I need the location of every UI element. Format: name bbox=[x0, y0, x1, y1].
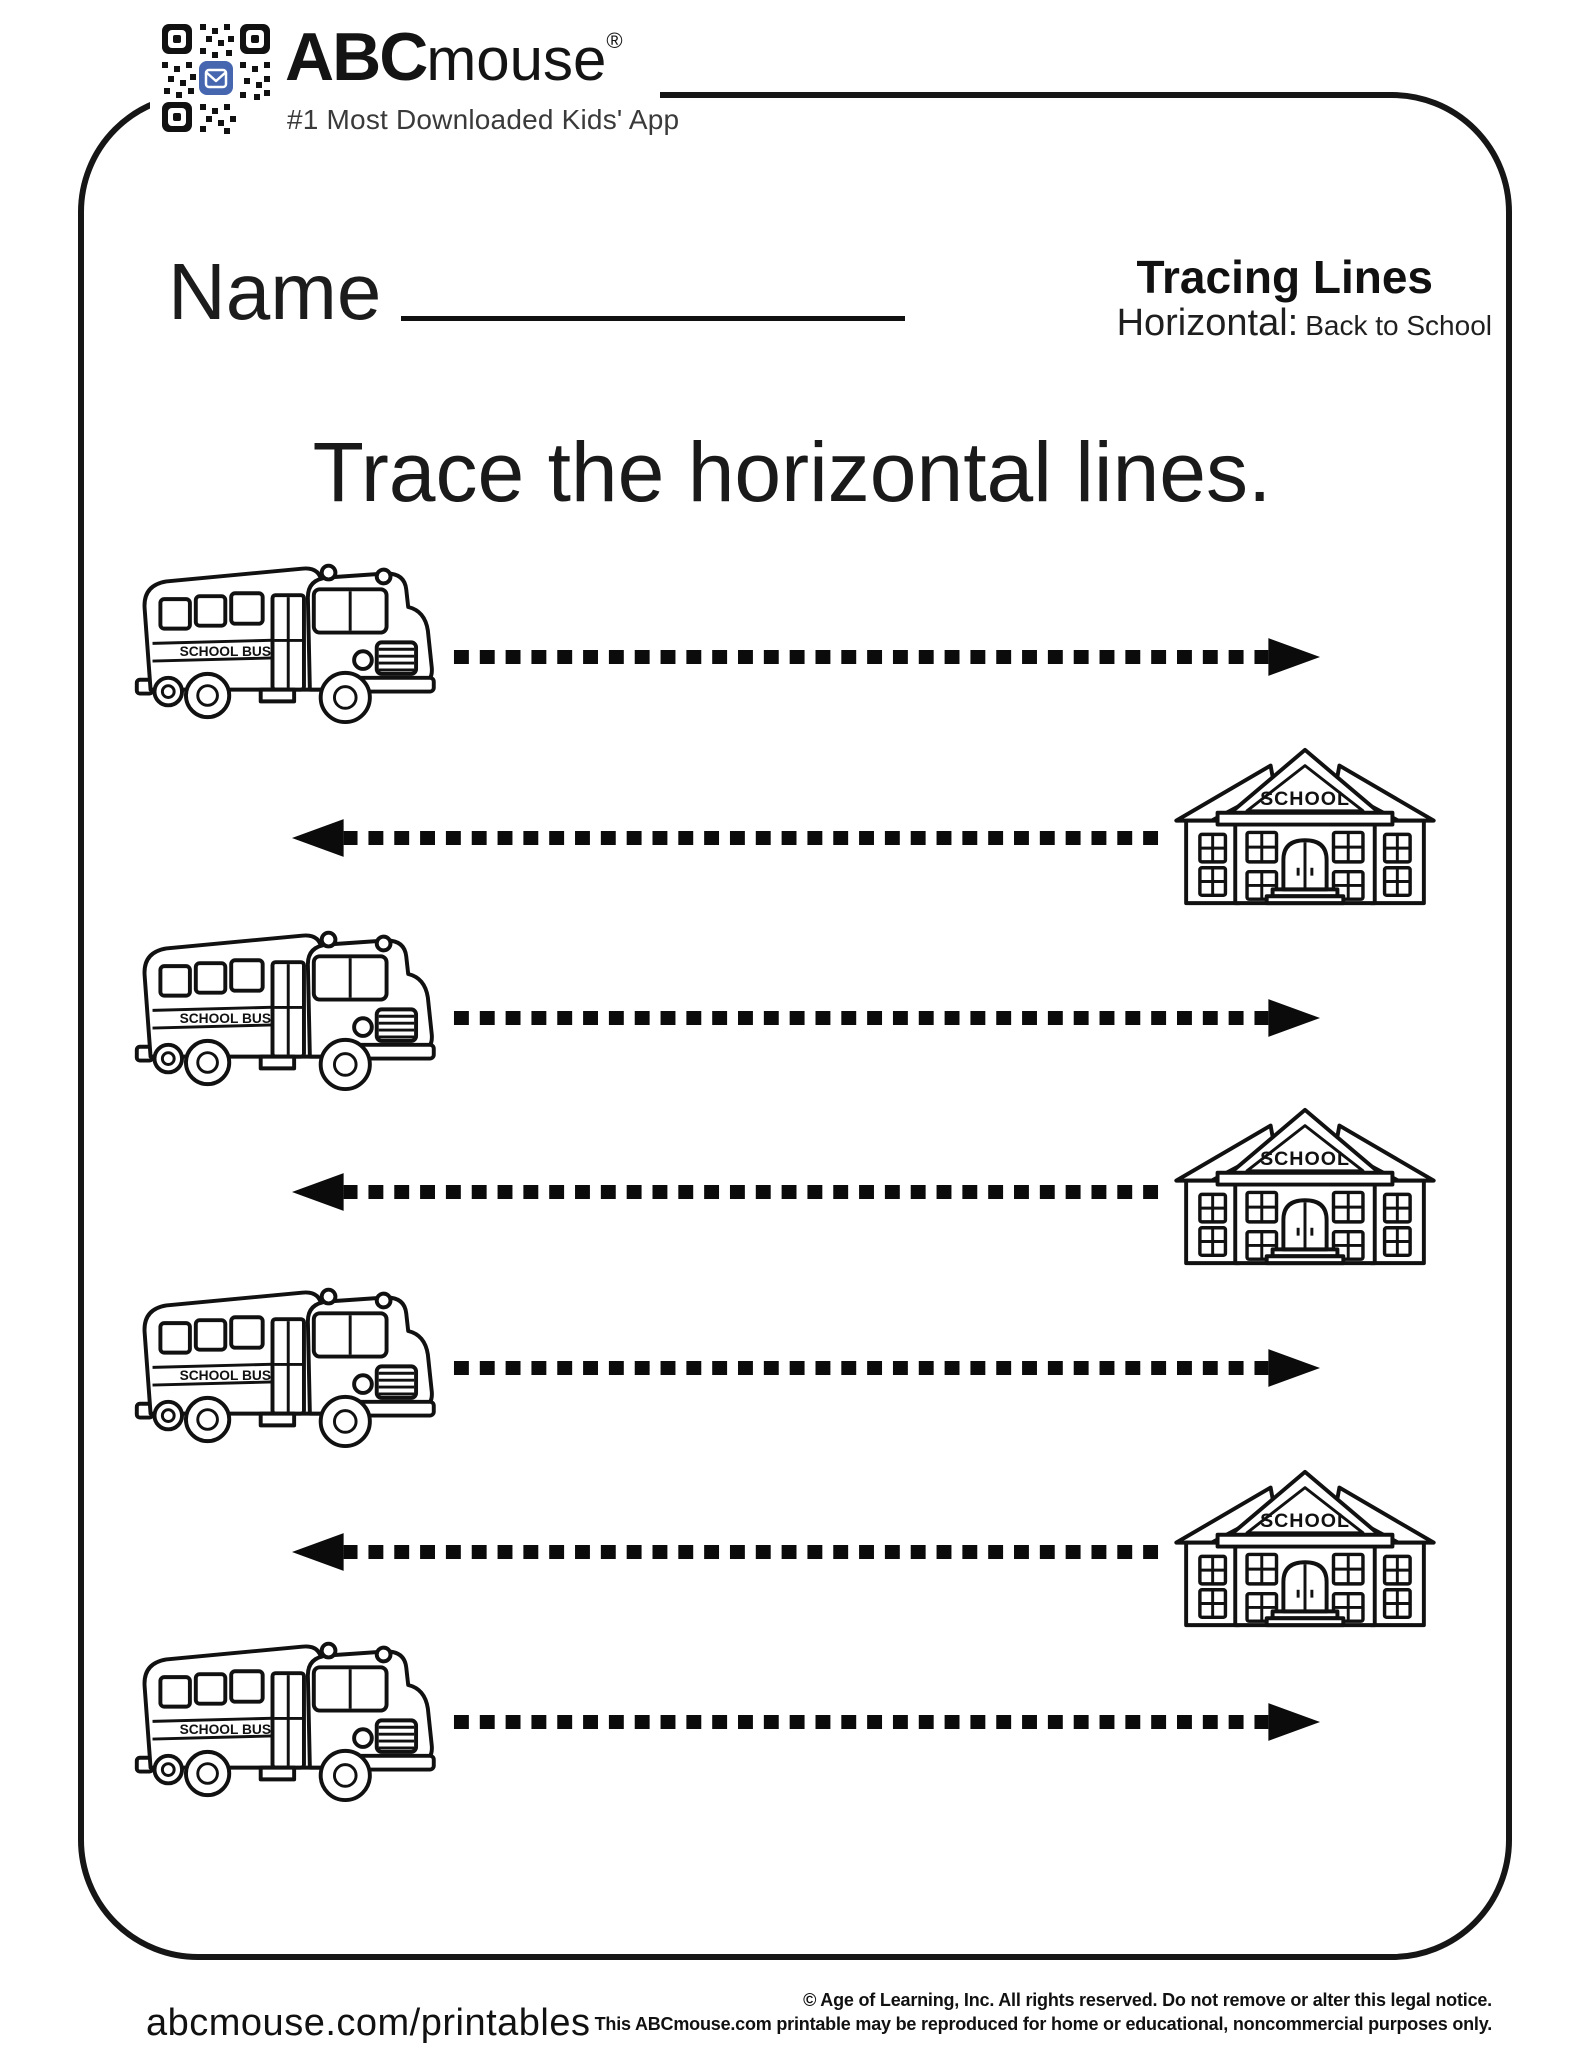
abcmouse-app-icon bbox=[199, 61, 233, 95]
school-building-illustration-1 bbox=[1172, 744, 1438, 911]
registered-mark: ® bbox=[606, 28, 623, 53]
tracing-arrow-right-4 bbox=[450, 1700, 1324, 1744]
instruction-text: Trace the horizontal lines. bbox=[312, 425, 1272, 519]
brand-tagline: #1 Most Downloaded Kids' App bbox=[287, 104, 680, 135]
name-label: Name bbox=[168, 247, 382, 336]
school-building-illustration-2 bbox=[1172, 1104, 1438, 1271]
tracing-arrow-left-3 bbox=[288, 1530, 1162, 1574]
worksheet-title: Tracing Lines bbox=[1136, 251, 1433, 303]
worksheet-subtitle bbox=[1117, 302, 1492, 345]
qr-code-icon bbox=[160, 22, 272, 134]
footer-legal bbox=[595, 1988, 1492, 2036]
tracing-arrow-right-3 bbox=[450, 1346, 1324, 1390]
brand-abc: ABC bbox=[285, 19, 427, 95]
subtitle-prefix: Horizontal: bbox=[1116, 302, 1299, 344]
logo-block bbox=[150, 0, 680, 150]
legal-line-1: © Age of Learning, Inc. All rights reserved. Do not remove or alter this legal notice. bbox=[803, 1990, 1492, 2010]
school-bus-illustration-3 bbox=[105, 1272, 440, 1449]
tracing-arrow-right-2 bbox=[450, 996, 1324, 1040]
school-building-illustration-3 bbox=[1172, 1466, 1438, 1633]
subtitle-suffix: Back to School bbox=[1305, 310, 1492, 341]
school-bus-illustration-4 bbox=[105, 1626, 440, 1803]
tracing-arrow-left-2 bbox=[288, 1170, 1162, 1214]
school-bus-illustration-1 bbox=[105, 548, 440, 725]
brand-wordmark bbox=[285, 18, 623, 96]
tracing-arrow-right-1 bbox=[450, 635, 1324, 679]
school-bus-illustration-2 bbox=[105, 915, 440, 1092]
footer-url: abcmouse.com/printables bbox=[146, 2002, 591, 2044]
brand-mouse: mouse bbox=[426, 26, 607, 93]
legal-line-2: This ABCmouse.com printable may be reproduced for home or educational, noncommercial purposes only. bbox=[594, 2014, 1492, 2034]
tracing-arrow-left-1 bbox=[288, 816, 1162, 860]
name-input-line bbox=[401, 316, 905, 321]
